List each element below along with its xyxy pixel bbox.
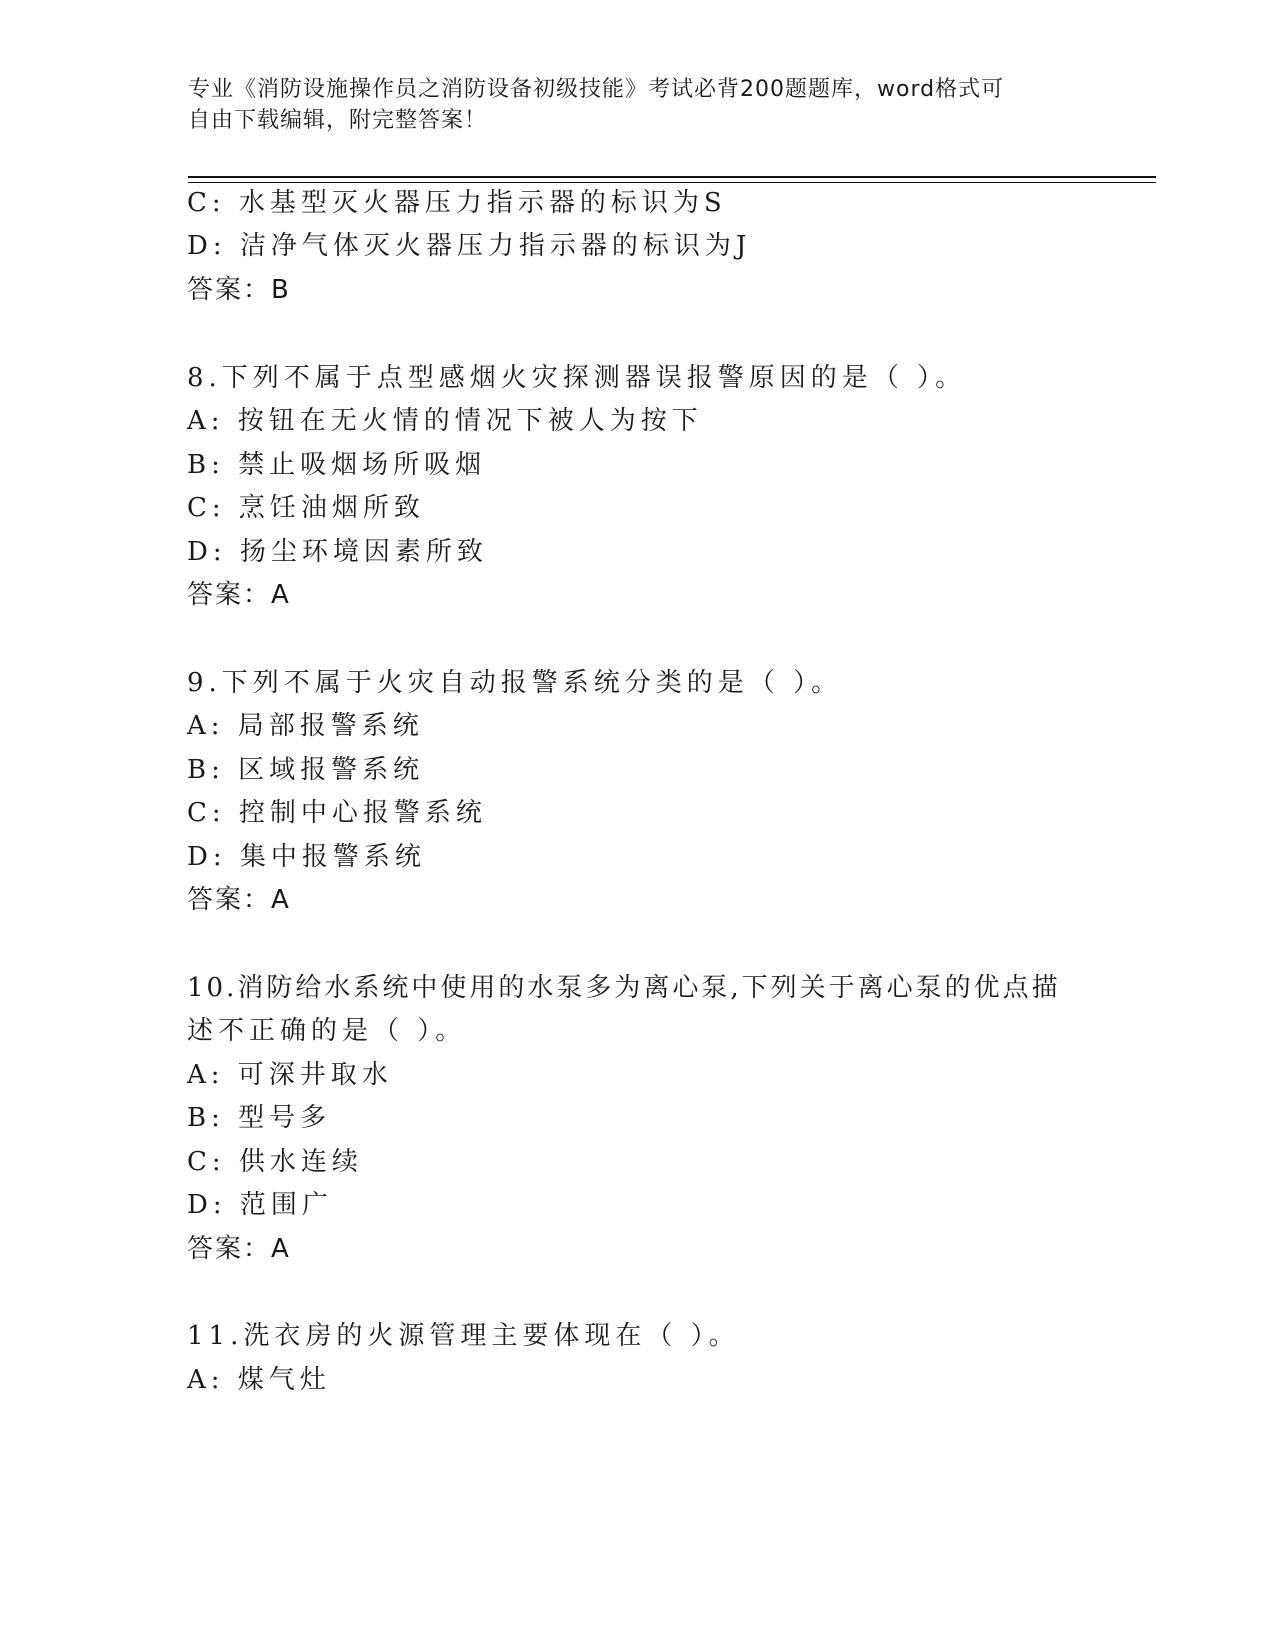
q9-option-b: B: 区域报警系统 [187, 755, 425, 785]
q9-option-a: A: 局部报警系统 [187, 711, 424, 741]
q10-option-a: A: 可深井取水 [187, 1060, 393, 1090]
q11-option-a: A: 煤气灶 [187, 1365, 331, 1395]
q8-option-a: A: 按钮在无火情的情况下被人为按下 [187, 406, 703, 436]
q9-option-d: D: 集中报警系统 [187, 842, 426, 872]
q10-stem-line-1: 10.消防给水系统中使用的水泵多为离心泵,下列关于离心泵的优点描 [187, 973, 1061, 1003]
document-header [188, 74, 1088, 136]
header-divider-thick [188, 176, 1156, 178]
q8-answer: 答案：A [187, 580, 291, 610]
header-line-2: 自由下载编辑，附完整答案！ [188, 108, 488, 133]
prev-answer: 答案：B [187, 275, 291, 305]
q9-answer: 答案：A [187, 885, 291, 915]
q8-option-d: D: 扬尘环境因素所致 [187, 537, 488, 567]
q9-option-c: C: 控制中心报警系统 [187, 798, 487, 828]
q10-option-c: C: 供水连续 [187, 1147, 363, 1177]
q10-option-b: B: 型号多 [187, 1103, 332, 1133]
header-divider-thin [188, 182, 1156, 183]
q10-option-d: D: 范围广 [187, 1190, 333, 1220]
q8-option-b: B: 禁止吸烟场所吸烟 [187, 450, 487, 480]
q10-stem-line-2: 述不正确的是（ ）。 [187, 1016, 467, 1046]
prev-option-d: D: 洁净气体灭火器压力指示器的标识为J [187, 231, 752, 261]
q11-stem: 11.洗衣房的火源管理主要体现在（ ）。 [187, 1321, 740, 1351]
header-line-1: 专业《消防设施操作员之消防设备初级技能》考试必背200题题库，word格式可 [188, 77, 1005, 102]
q9-stem: 9.下列不属于火灾自动报警系统分类的是（ ）。 [187, 668, 843, 698]
q8-stem: 8.下列不属于点型感烟火灾探测器误报警原因的是（ ）。 [187, 363, 967, 393]
q8-option-c: C: 烹饪油烟所致 [187, 493, 425, 523]
prev-option-c: C: 水基型灭火器压力指示器的标识为S [187, 188, 727, 218]
q10-answer: 答案：A [187, 1234, 291, 1264]
